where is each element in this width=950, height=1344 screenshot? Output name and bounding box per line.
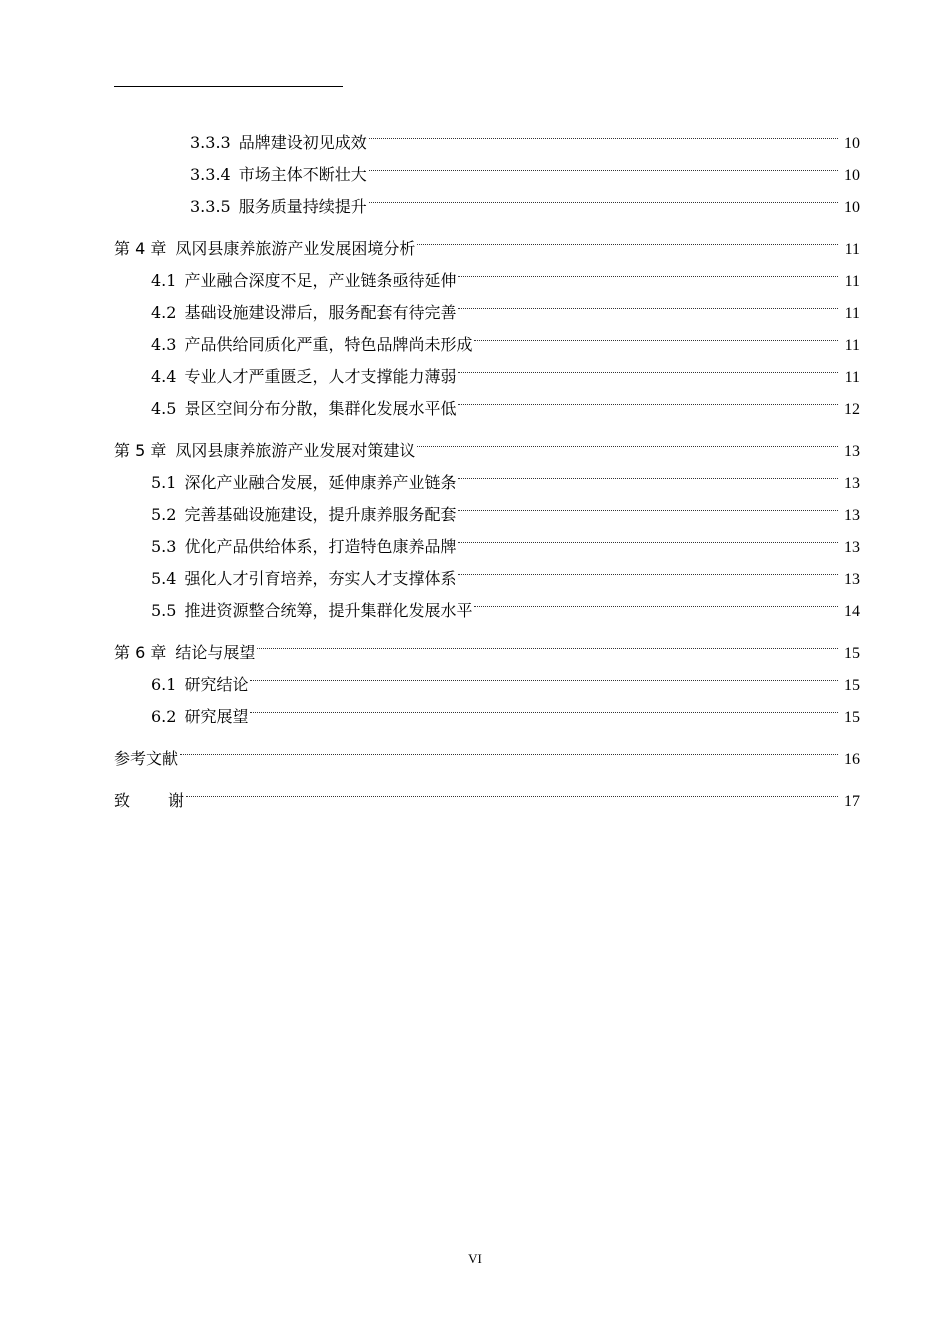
toc-entry-title: 完善基础设施建设，提升康养服务配套 [184, 505, 457, 524]
toc-entry-page-number: 13 [844, 507, 860, 524]
toc-entry-page-number: 13 [844, 571, 860, 588]
dot-leader [417, 222, 838, 254]
toc-entry-number: 4.2 [151, 303, 177, 322]
dot-leader [458, 350, 838, 382]
dot-leader [474, 318, 838, 350]
toc-entry-title: 参考文献 [114, 749, 179, 768]
toc-entry-number: 5.4 [151, 569, 177, 588]
dot-leader [474, 584, 838, 616]
toc-entry-page-number: 12 [844, 401, 860, 418]
dot-leader [458, 488, 838, 520]
toc-entry-number: 第 6 章 [114, 643, 167, 662]
toc-entry-page-number: 11 [844, 305, 860, 322]
dot-leader [458, 286, 838, 318]
toc-entry-page-number: 17 [844, 793, 860, 810]
toc-entry-title: 景区空间分布分散，集群化发展水平低 [184, 399, 457, 418]
toc-entry-page-number: 13 [844, 475, 860, 492]
header-rule [114, 86, 343, 87]
toc-entry-title: 推进资源整合统筹，提升集群化发展水平 [184, 601, 473, 620]
toc-entry-page-number: 10 [844, 199, 860, 216]
toc-entry-number: 4.4 [151, 367, 177, 386]
toc-entry-title: 研究展望 [184, 707, 249, 726]
toc-entry-title: 基础设施建设滞后，服务配套有待完善 [184, 303, 457, 322]
page-footer-number: VI [468, 1251, 482, 1266]
toc-entry-number: 5.5 [151, 601, 177, 620]
toc-entry-number: 5.2 [151, 505, 177, 524]
toc-entry-page-number: 10 [844, 167, 860, 184]
table-of-contents [114, 116, 860, 810]
toc-entry-title: 专业人才严重匮乏，人才支撑能力薄弱 [184, 367, 457, 386]
dot-leader [458, 520, 838, 552]
toc-entry-number: 第 4 章 [114, 239, 167, 258]
toc-entry-page-number: 10 [844, 135, 860, 152]
toc-entry-title: 结论与展望 [175, 643, 256, 662]
toc-entry-title: 服务质量持续提升 [238, 197, 367, 216]
toc-entry-page-number: 15 [844, 645, 860, 662]
toc-entry-number: 4.3 [151, 335, 177, 354]
dot-leader [369, 180, 838, 212]
toc-entry-title: 优化产品供给体系，打造特色康养品牌 [184, 537, 457, 556]
dot-leader [250, 658, 838, 690]
toc-entry-number: 6.2 [151, 707, 177, 726]
toc-entry-page-number: 15 [844, 709, 860, 726]
toc-entry-page-number: 13 [844, 539, 860, 556]
toc-entry-page-number: 16 [844, 751, 860, 768]
dot-leader [417, 424, 838, 456]
dot-leader [458, 552, 838, 584]
toc-entry-title: 凤冈县康养旅游产业发展困境分析 [175, 239, 416, 258]
toc-entry-acknowledgement[interactable] [114, 774, 860, 810]
dot-leader [186, 774, 838, 806]
toc-entry-page-number: 11 [844, 369, 860, 386]
toc-entry-title: 产品供给同质化严重，特色品牌尚未形成 [184, 335, 473, 354]
dot-leader [369, 116, 838, 148]
toc-entry-page-number: 11 [844, 241, 860, 258]
toc-entry-number: 3.3.3 [190, 133, 231, 152]
dot-leader [250, 690, 838, 722]
dot-leader [180, 732, 838, 764]
toc-entry-number: 4.1 [151, 271, 177, 290]
toc-entry-number: 3.3.4 [190, 165, 231, 184]
toc-entry[interactable] [114, 626, 860, 662]
toc-entry[interactable] [114, 424, 860, 460]
toc-entry-number: 3.3.5 [190, 197, 231, 216]
toc-entry-page-number: 11 [844, 273, 860, 290]
toc-entry-page-number: 14 [844, 603, 860, 620]
toc-entry-page-number: 15 [844, 677, 860, 694]
toc-entry-title: 强化人才引育培养，夯实人才支撑体系 [184, 569, 457, 588]
toc-entry-page-number: 13 [844, 443, 860, 460]
dot-leader [458, 456, 838, 488]
toc-entry-number: 5.1 [151, 473, 177, 492]
toc-entry-title: 品牌建设初见成效 [238, 133, 367, 152]
toc-entry-title: 产业融合深度不足，产业链条亟待延伸 [184, 271, 457, 290]
toc-entry[interactable] [114, 732, 860, 768]
dot-leader [458, 254, 838, 286]
dot-leader [458, 382, 838, 414]
toc-entry[interactable] [114, 116, 860, 152]
toc-entry-page-number: 11 [844, 337, 860, 354]
toc-entry-number: 6.1 [151, 675, 177, 694]
toc-entry-title: 致 谢 [114, 791, 185, 810]
toc-entry-title: 研究结论 [184, 675, 249, 694]
toc-entry-number: 第 5 章 [114, 441, 167, 460]
toc-entry-number: 4.5 [151, 399, 177, 418]
toc-entry-title: 市场主体不断壮大 [238, 165, 367, 184]
toc-entry-title: 凤冈县康养旅游产业发展对策建议 [175, 441, 416, 460]
dot-leader [257, 626, 838, 658]
toc-entry-number: 5.3 [151, 537, 177, 556]
toc-entry[interactable] [114, 222, 860, 258]
toc-entry-title: 深化产业融合发展，延伸康养产业链条 [184, 473, 457, 492]
dot-leader [369, 148, 838, 180]
